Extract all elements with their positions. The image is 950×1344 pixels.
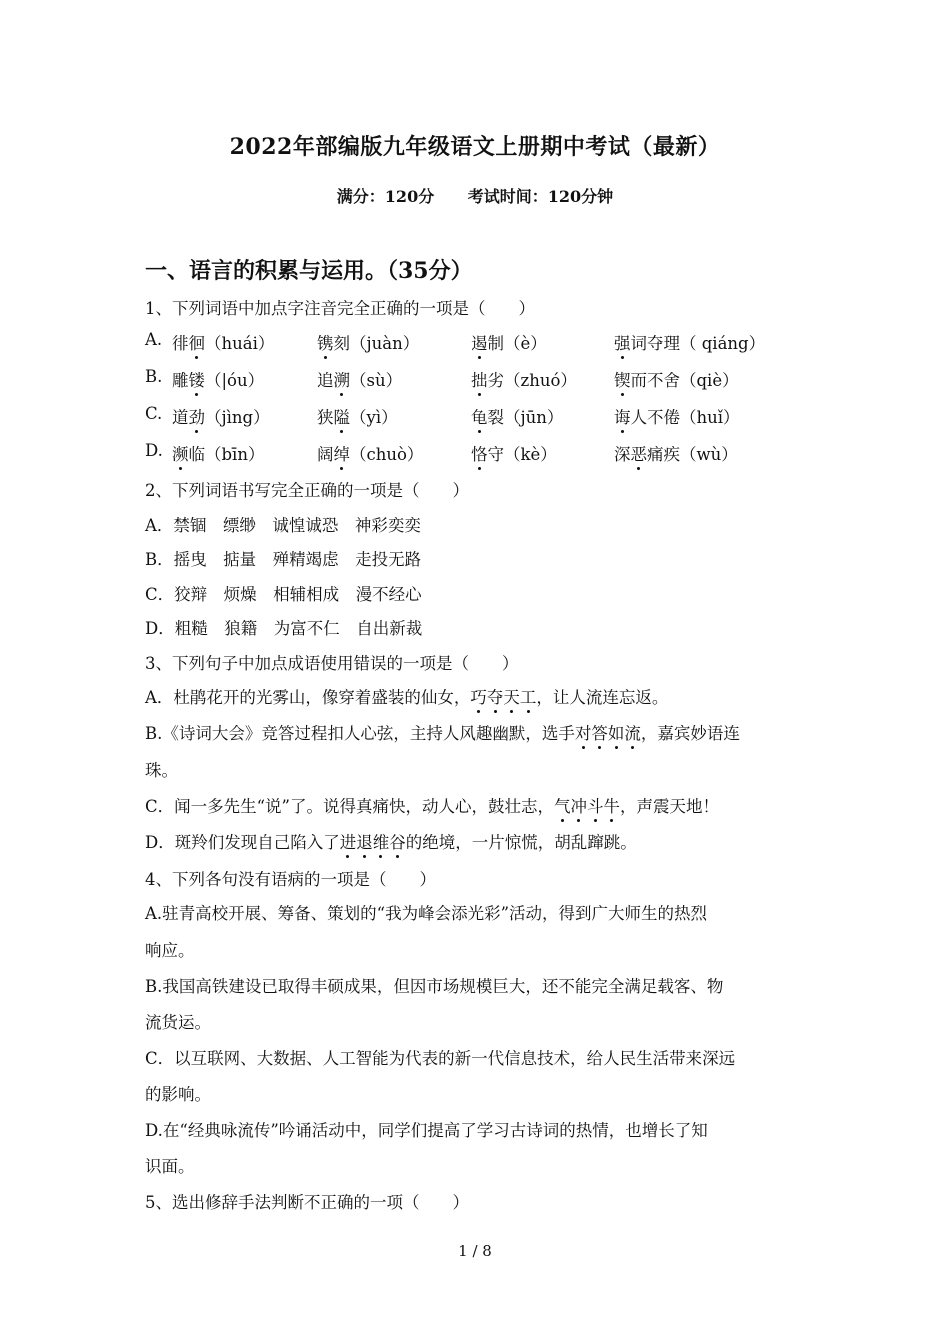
q1-word-item — [317, 367, 402, 391]
q2-option-a: A．禁锢 缥缈 诚惶诚恐 神彩奕奕 — [145, 516, 421, 535]
q3-d-idiom — [340, 833, 406, 852]
word-suffix-pinyin: 痛疾（wù） — [647, 445, 738, 464]
dotted-char: 溯 — [334, 367, 351, 391]
q3-d-text-end: 的绝境，一片惊慌，胡乱蹿跳。 — [405, 833, 637, 852]
word-suffix-pinyin: 守（kè） — [487, 445, 557, 464]
q3-b-text: B.《诗词大会》竞答过程扣人心弦，主持人风趣幽默，选手 — [145, 724, 575, 743]
word-prefix: 狭 — [317, 408, 334, 427]
dotted-char: 夺 — [487, 684, 504, 708]
word-suffix-pinyin: 刻（juàn） — [333, 334, 420, 353]
word-suffix-pinyin: 制（è） — [487, 334, 547, 353]
q4-option-c-cont: 的影响。 — [145, 1085, 211, 1104]
q3-b-text-end: ，嘉宾妙语连 — [640, 724, 740, 743]
q3-option-d — [145, 829, 815, 853]
word-prefix: 徘 — [172, 334, 189, 353]
dotted-char: 如 — [608, 720, 625, 744]
word-prefix: 深 — [614, 445, 631, 464]
q1-word-item — [471, 367, 577, 391]
word-suffix-pinyin: （huái） — [205, 334, 275, 353]
full-score: 满分：120分 — [336, 187, 435, 206]
q1-word-item — [614, 404, 740, 428]
dotted-char: 恪 — [471, 441, 488, 465]
q2-option-d: D．粗糙 狼籍 为富不仁 自出新裁 — [145, 619, 423, 638]
dotted-char: 退 — [356, 829, 373, 853]
word-suffix-pinyin: （chuò） — [350, 445, 424, 464]
q1-word-item — [172, 367, 264, 391]
q4-option-a-cont: 响应。 — [145, 941, 195, 960]
q2-stem: 2、下列词语书写完全正确的一项是（ ） — [145, 481, 469, 500]
q4-option-d-cont: 识面。 — [145, 1157, 195, 1176]
q2-option-c: C．狡辩 烦燥 相辅相成 漫不经心 — [145, 585, 422, 604]
section-heading: 一、语言的积累与运用。（35分） — [145, 258, 473, 284]
q1-option-label: D. — [145, 441, 163, 460]
word-suffix-pinyin: 临（bīn） — [188, 445, 265, 464]
q1-word-item — [471, 404, 563, 428]
q1-stem: 1、下列词语中加点字注音完全正确的一项是（ ） — [145, 299, 535, 318]
q3-a-text: A．杜鹃花开的光雾山，像穿着盛装的仙女， — [145, 688, 471, 707]
q1-word-item — [317, 330, 419, 354]
q3-d-text: D．斑羚们发现自己陷入了 — [145, 833, 340, 852]
dotted-char: 锲 — [614, 367, 631, 391]
word-suffix-pinyin: （jìng） — [205, 408, 270, 427]
q3-a-text-end: ，让人流连忘返。 — [536, 688, 669, 707]
word-suffix-pinyin: 而不舍（qiè） — [630, 371, 739, 390]
q3-c-text: C．闻一多先生“说”了。说得真痛快，动人心，鼓壮志， — [145, 797, 554, 816]
dotted-char: 冲 — [571, 793, 588, 817]
page-number: 1 / 8 — [458, 1242, 492, 1260]
word-suffix-pinyin: （|óu） — [205, 371, 265, 390]
q1-word-item — [614, 330, 765, 354]
exam-subtitle — [0, 184, 950, 207]
dotted-char: 工 — [520, 684, 537, 708]
q1-word-item — [172, 404, 270, 428]
word-prefix: 追 — [317, 371, 334, 390]
q1-word-item — [317, 441, 423, 465]
q4-option-b: B.我国高铁建设已取得丰硕成果，但因市场规模巨大，还不能完全满足载客、物 — [145, 977, 724, 996]
q3-c-idiom — [554, 797, 620, 816]
q4-option-d: D.在“经典咏流传”吟诵活动中，同学们提高了学习古诗词的热情，也增长了知 — [145, 1121, 708, 1140]
dotted-char: 绰 — [334, 441, 351, 465]
word-suffix-pinyin: 裂（jūn） — [487, 408, 564, 427]
q2-option-b: B．摇曳 掂量 殚精竭虑 走投无路 — [145, 550, 422, 569]
word-suffix-pinyin: （yì） — [350, 408, 398, 427]
dotted-char: 谷 — [389, 829, 406, 853]
q3-option-b-cont: 珠。 — [145, 761, 178, 780]
dotted-char: 强 — [614, 330, 631, 354]
word-prefix: 雕 — [172, 371, 189, 390]
word-suffix-pinyin: 词夺理（ qiáng） — [630, 334, 766, 353]
word-suffix-pinyin: 人不倦（huǐ） — [630, 408, 740, 427]
dotted-char: 劲 — [189, 404, 206, 428]
q4-option-c: C．以互联网、大数据、人工智能为代表的新一代信息技术，给人民生活带来深远 — [145, 1049, 736, 1068]
q3-stem: 3、下列句子中加点成语使用错误的一项是（ ） — [145, 654, 519, 673]
dotted-char: 恶 — [631, 441, 648, 465]
q1-option-label: A. — [145, 330, 163, 349]
dotted-char: 镂 — [189, 367, 206, 391]
dotted-char: 拙 — [471, 367, 488, 391]
dotted-char: 镌 — [317, 330, 334, 354]
dotted-char: 牛 — [604, 793, 621, 817]
q4-option-a: A.驻青高校开展、筹备、策划的“我为峰会添光彩”活动，得到广大师生的热烈 — [145, 904, 708, 923]
q1-word-item — [471, 441, 557, 465]
q1-option-label: B. — [145, 367, 163, 386]
q3-c-text-end: ，声震天地！ — [620, 797, 719, 816]
dotted-char: 对 — [575, 720, 592, 744]
exam-title: 2022年部编版九年级语文上册期中考试（最新） — [229, 134, 721, 160]
q1-word-item — [172, 441, 264, 465]
q3-b-idiom — [575, 724, 641, 743]
word-prefix: 阔 — [317, 445, 334, 464]
q5-stem: 5、选出修辞手法判断不正确的一项（ ） — [145, 1193, 469, 1212]
word-suffix-pinyin: 劣（zhuó） — [487, 371, 577, 390]
dotted-char: 天 — [503, 684, 520, 708]
dotted-char: 龟 — [471, 404, 488, 428]
q1-word-item — [614, 367, 739, 391]
word-prefix: 道 — [172, 408, 189, 427]
dotted-char: 气 — [554, 793, 571, 817]
dotted-char: 流 — [624, 720, 641, 744]
q1-word-item — [172, 330, 274, 354]
dotted-char: 诲 — [614, 404, 631, 428]
q1-word-item — [471, 330, 547, 354]
q1-word-item — [614, 441, 738, 465]
q4-stem: 4、下列各句没有语病的一项是（ ） — [145, 870, 436, 889]
dotted-char: 徊 — [189, 330, 206, 354]
dotted-char: 进 — [340, 829, 357, 853]
dotted-char: 巧 — [470, 684, 487, 708]
dotted-char: 答 — [591, 720, 608, 744]
dotted-char: 遏 — [471, 330, 488, 354]
q1-word-item — [317, 404, 398, 428]
dotted-char: 隘 — [334, 404, 351, 428]
dotted-char: 濒 — [172, 441, 189, 465]
q3-a-idiom — [470, 688, 536, 707]
q1-option-label: C. — [145, 404, 163, 423]
word-suffix-pinyin: （sù） — [350, 371, 403, 390]
q3-option-a — [145, 684, 815, 708]
exam-time: 考试时间：120分钟 — [467, 187, 614, 206]
dotted-char: 维 — [373, 829, 390, 853]
q3-option-b — [145, 720, 815, 744]
q4-option-b-cont: 流货运。 — [145, 1013, 211, 1032]
q3-option-c — [145, 793, 815, 817]
dotted-char: 斗 — [587, 793, 604, 817]
